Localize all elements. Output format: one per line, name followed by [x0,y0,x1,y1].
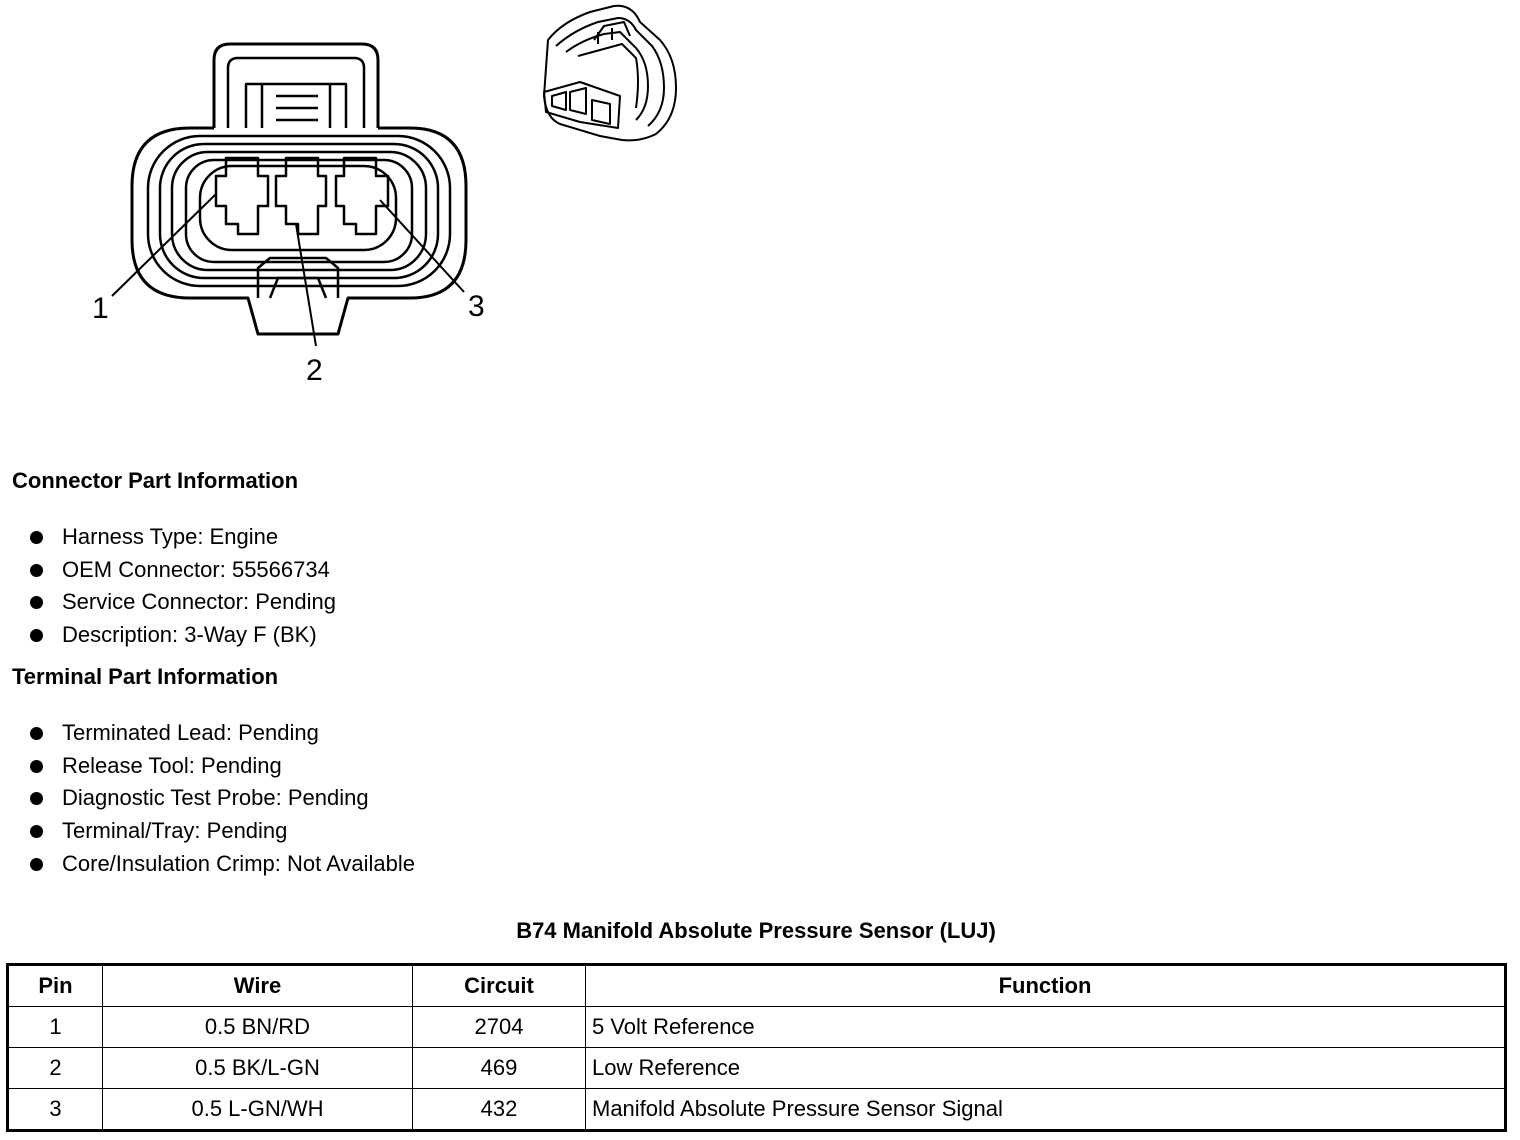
connector-isometric-view [544,6,676,141]
cell-circuit: 432 [413,1089,586,1131]
column-header-function: Function [586,965,1506,1007]
connector-info-list [28,521,336,652]
cell-wire: 0.5 BN/RD [103,1007,413,1048]
pin-label-3: 3 [468,290,485,323]
cell-pin: 3 [8,1089,103,1131]
connector-diagram [0,0,1520,440]
cell-function: Low Reference [586,1048,1506,1089]
connector-face-view [92,44,485,387]
pin-table [6,963,1507,1132]
cell-wire: 0.5 L-GN/WH [103,1089,413,1131]
cell-function: 5 Volt Reference [586,1007,1506,1048]
cell-pin: 2 [8,1048,103,1089]
cell-circuit: 2704 [413,1007,586,1048]
cell-function: Manifold Absolute Pressure Sensor Signal [586,1089,1506,1131]
column-header-wire: Wire [103,965,413,1007]
column-header-circuit: Circuit [413,965,586,1007]
table-header-row [8,965,1506,1007]
list-item: Service Connector: Pending [28,586,336,619]
cell-pin: 1 [8,1007,103,1048]
cell-circuit: 469 [413,1048,586,1089]
list-item: Harness Type: Engine [28,521,336,554]
table-row [8,1007,1506,1048]
table-row [8,1048,1506,1089]
list-item: Core/Insulation Crimp: Not Available [28,848,415,881]
pin-table-title: B74 Manifold Absolute Pressure Sensor (LUJ) [516,918,996,943]
terminal-info-list [28,717,415,880]
list-item: Terminated Lead: Pending [28,717,415,750]
list-item: Diagnostic Test Probe: Pending [28,782,415,815]
table-row [8,1089,1506,1131]
list-item: Description: 3-Way F (BK) [28,619,336,652]
terminal-info-heading: Terminal Part Information [12,664,279,689]
list-item: Release Tool: Pending [28,750,415,783]
list-item: OEM Connector: 55566734 [28,554,336,587]
cell-wire: 0.5 BK/L-GN [103,1048,413,1089]
column-header-pin: Pin [8,965,103,1007]
pin-label-2: 2 [306,354,323,387]
list-item: Terminal/Tray: Pending [28,815,415,848]
connector-info-heading: Connector Part Information [12,468,299,493]
pin-label-1: 1 [92,292,109,325]
